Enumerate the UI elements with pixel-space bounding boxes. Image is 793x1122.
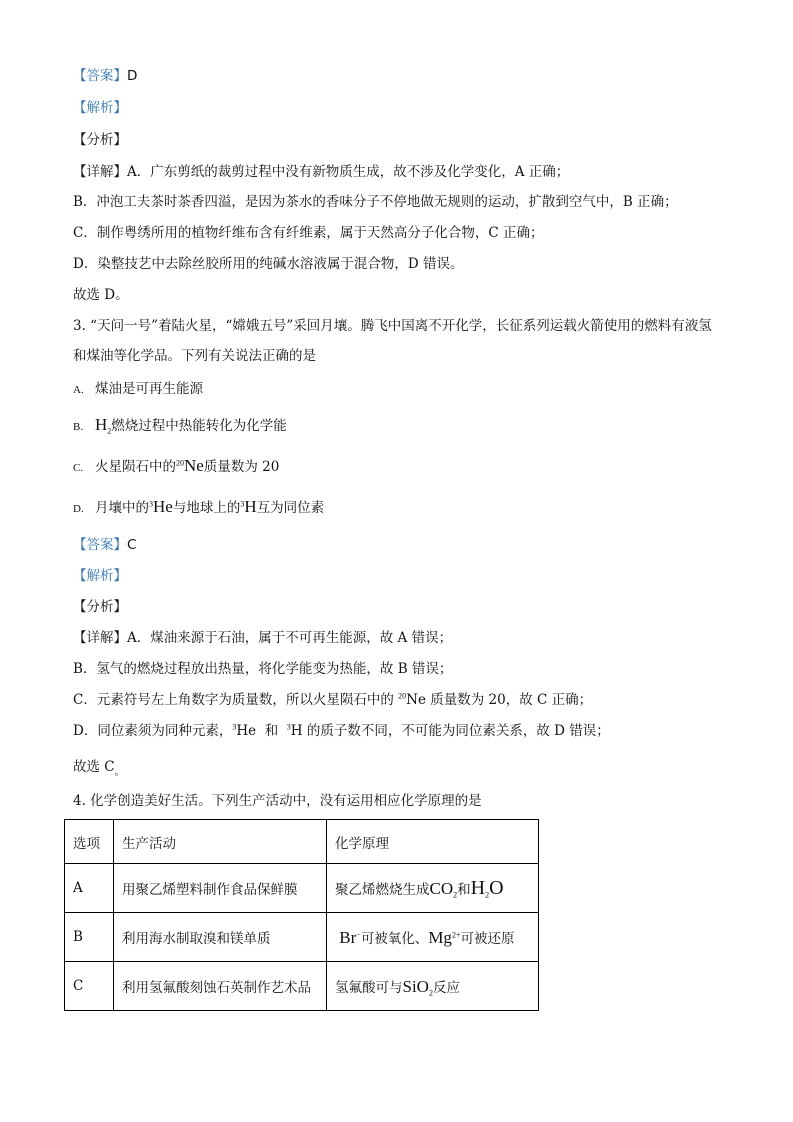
- element-symbol: H: [244, 497, 257, 516]
- table-row: [65, 962, 539, 1011]
- header-activity: 生产活动: [114, 820, 327, 864]
- element-symbol: Ne: [406, 692, 426, 708]
- cell-activity: 利用氢氟酸刻蚀石英制作艺术品: [114, 962, 327, 1011]
- superscript: 2+: [451, 930, 461, 939]
- mass-number: 3: [240, 499, 245, 509]
- principle-text: 聚乙烯燃烧生成: [335, 881, 430, 898]
- element-symbol: H: [290, 723, 303, 739]
- option-letter: C.: [73, 462, 84, 474]
- q3-option-b: [73, 415, 287, 437]
- q3-option-d: [73, 497, 324, 519]
- element-symbol: Ne: [184, 456, 204, 475]
- header-principle: 化学原理: [327, 820, 539, 864]
- q3-stem-line2: 和煤油等化学品。下列有关说法正确的是: [73, 348, 316, 364]
- option-text-post: 质量数为 20: [203, 459, 280, 475]
- q3-answer-line: [73, 535, 136, 555]
- q3-detail-c: [73, 690, 592, 710]
- subscript: 2: [485, 890, 490, 900]
- element-symbol: He: [153, 497, 173, 516]
- option-letter: A.: [73, 384, 84, 396]
- cell-principle: [327, 962, 539, 1011]
- cell-activity: 用聚乙烯塑料制作食品保鲜膜: [114, 864, 327, 913]
- table-row: [65, 864, 539, 913]
- q3-option-c: [73, 456, 279, 478]
- analysis-tag: 【解析】: [73, 568, 127, 584]
- mass-number: 3: [149, 499, 153, 509]
- option-text-post: 互为同位素: [256, 500, 325, 516]
- principle-text: 可被还原: [460, 930, 515, 947]
- answer-value: D: [127, 68, 138, 84]
- q3-detail-d: [73, 721, 610, 741]
- q4-stem: 4. 化学创造美好生活。下列生产活动中，没有运用相应化学原理的是: [73, 793, 482, 809]
- formula: Mg: [428, 927, 452, 947]
- detail-tag: 【详解】: [73, 630, 127, 646]
- mass-number: 3: [286, 722, 291, 732]
- q3-detail-b: B．氢气的燃烧过程放出热量，将化学能变为热能，故 B 错误；: [73, 661, 453, 677]
- formula: O: [489, 876, 504, 899]
- cell-option: A: [65, 864, 114, 913]
- principle-text: 可被氧化、: [360, 930, 429, 947]
- q2-detail-a: [73, 162, 569, 182]
- q4-table: [64, 819, 539, 1011]
- cell-option: B: [65, 913, 114, 962]
- formula: CO: [429, 878, 454, 898]
- cell-option: C: [65, 962, 114, 1011]
- header-option: 选项: [65, 820, 114, 864]
- formula: SiO: [402, 976, 429, 996]
- q3-stem-line1: 3. “天问一号”着陆火星，“嫦娥五号”采回月壤。腾飞中国离不开化学，长征系列运载火箭使用的燃料有液氢: [73, 318, 712, 334]
- q3-option-a: [73, 379, 203, 400]
- answer-value: C: [127, 537, 137, 553]
- option-text: 煤油是可再生能源: [95, 381, 203, 397]
- q2-conclusion: 故选 D。: [73, 287, 129, 303]
- table-row: [65, 913, 539, 962]
- answer-tag: 【答案】: [73, 68, 127, 84]
- element-symbol: He: [236, 723, 257, 739]
- detail-text: A．广东剪纸的裁剪过程中没有新物质生成，故不涉及化学变化，A 正确；: [127, 164, 570, 180]
- table-header-row: [65, 820, 539, 864]
- option-text-mid: 与地球上的: [172, 500, 241, 516]
- detail-text: A．煤油来源于石油，属于不可再生能源，故 A 错误；: [127, 630, 453, 646]
- cell-principle: [327, 913, 539, 962]
- q3-conclusion: [73, 757, 125, 783]
- cell-activity: 利用海水制取溴和镁单质: [114, 913, 327, 962]
- option-letter: B.: [73, 421, 84, 433]
- detail-tag: 【详解】: [73, 164, 127, 180]
- mass-number: 20: [176, 458, 184, 468]
- analysis-tag: 【解析】: [73, 100, 127, 116]
- superscript: −: [356, 930, 361, 939]
- mass-number: 3: [232, 722, 237, 732]
- detail-text: C．元素符号左上角数字为质量数，所以火星陨石中的: [73, 692, 394, 708]
- formula: H: [470, 876, 486, 899]
- cell-principle: [327, 864, 539, 913]
- principle-text: 氢氟酸可与: [335, 979, 403, 996]
- subscript: 2: [107, 426, 112, 436]
- option-text: 火星陨石中的: [95, 459, 176, 475]
- formula-h: H: [95, 415, 108, 434]
- answer-tag: 【答案】: [73, 537, 127, 553]
- q2-answer-line: [73, 66, 137, 86]
- fenxi-tag: 【分析】: [73, 132, 127, 148]
- detail-text-post: 质量数为 20，故 C 正确；: [430, 692, 593, 708]
- principle-text: 反应: [432, 979, 460, 996]
- q3-detail-a: [73, 628, 452, 648]
- subscript: 2: [453, 890, 458, 900]
- conclusion-end: 。: [114, 767, 125, 778]
- and-text: 和: [457, 881, 471, 898]
- detail-and: 和: [264, 723, 279, 739]
- detail-text-post: 的质子数不同，不可能为同位素关系，故 D 错误；: [306, 723, 610, 739]
- subscript: 2: [428, 988, 433, 998]
- option-text: 月壤中的: [95, 500, 149, 516]
- option-letter: D.: [73, 503, 84, 515]
- conclusion-text: 故选 C: [73, 759, 115, 775]
- fenxi-tag: 【分析】: [73, 599, 127, 615]
- q2-detail-c: C．制作粤绣所用的植物纤维布含有纤维素，属于天然高分子化合物，C 正确；: [73, 225, 544, 241]
- mass-number: 20: [398, 691, 407, 701]
- q2-detail-d: D．染整技艺中去除丝胶所用的纯碱水溶液属于混合物，D 错误。: [73, 256, 464, 272]
- formula: Br: [339, 927, 357, 947]
- option-text: 燃烧过程中热能转化为化学能: [111, 418, 287, 434]
- q2-detail-b: B．冲泡工夫茶时茶香四溢，是因为茶水的香味分子不停地做无规则的运动，扩散到空气中，B 正确；: [73, 194, 678, 210]
- detail-text: D．同位素须为同种元素，: [73, 723, 233, 739]
